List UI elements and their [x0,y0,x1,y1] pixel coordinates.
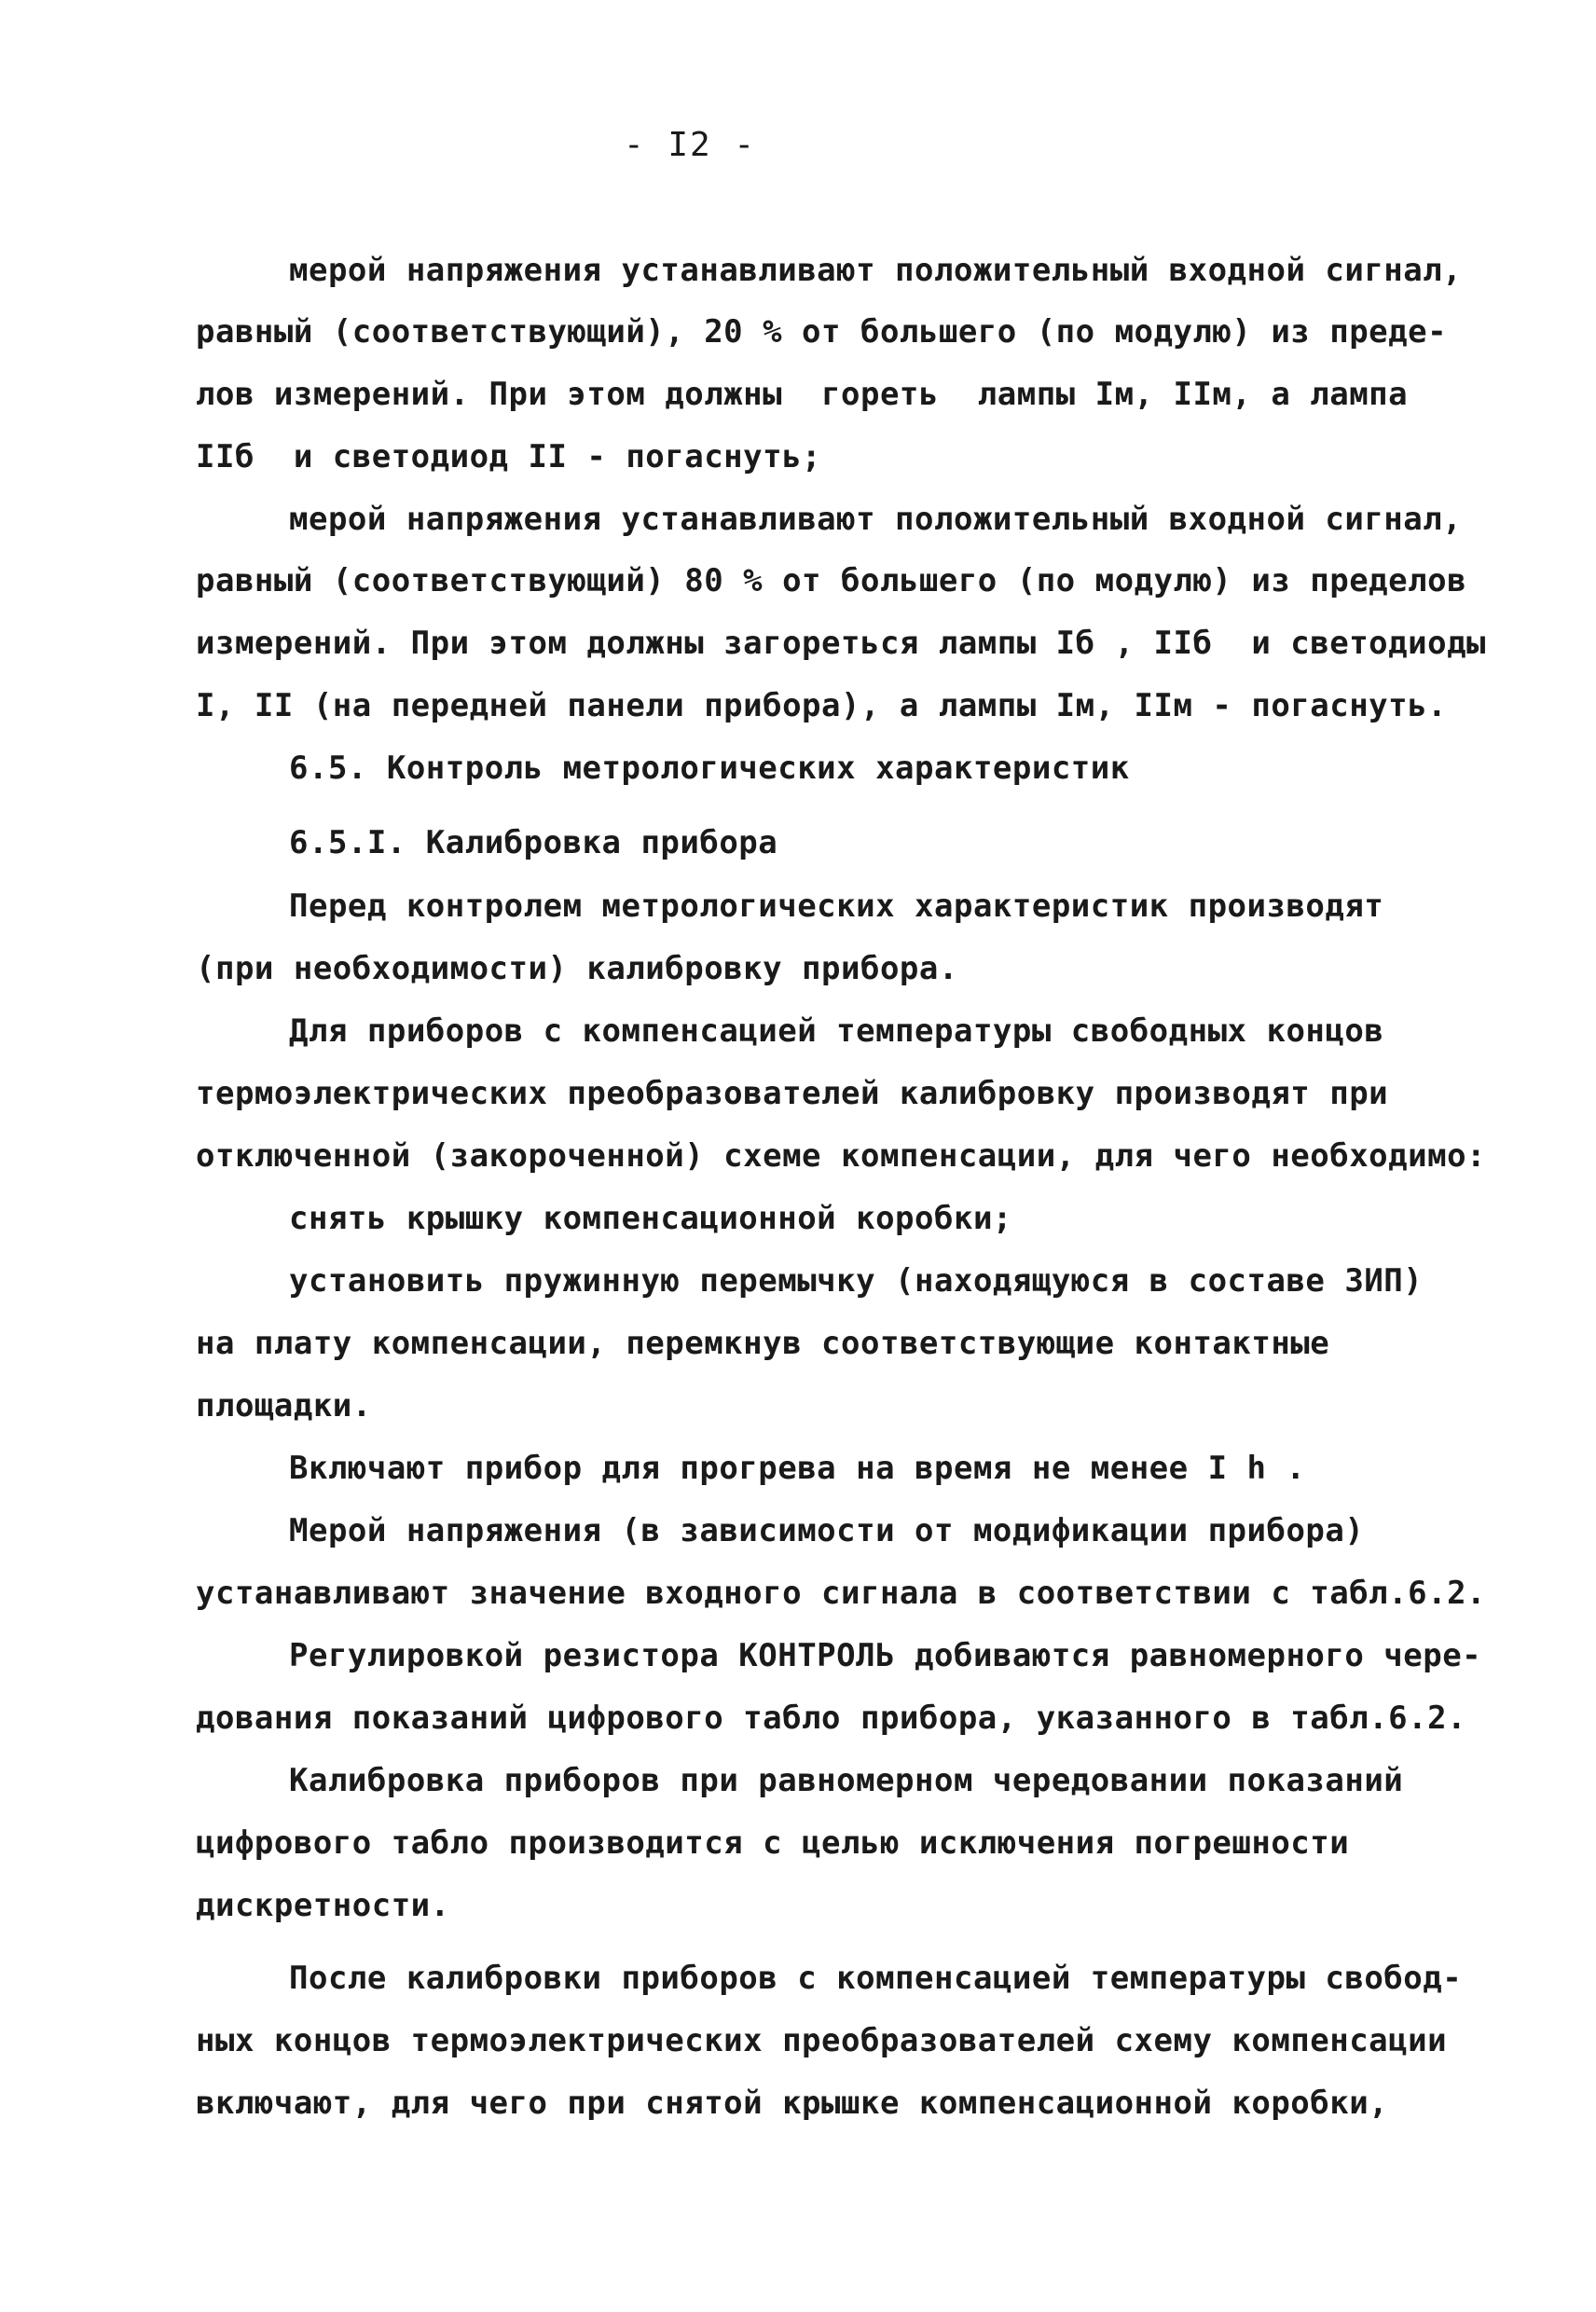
text-line: Регулировкой резистора КОНТРОЛЬ добиваются равномерного чере- [289,1637,1482,1674]
text-line: устанавливают значение входного сигнала в соответствии с табл.6.2. [196,1575,1487,1612]
text-line: установить пружинную перемычку (находящуюся в составе ЗИП) [289,1262,1424,1300]
text-line: ных концов термоэлектрических преобразователей схему компенсации [196,2022,1448,2059]
text-line: Калибровка приборов при равномерном чередовании показаний [289,1762,1404,1799]
text-line: Включают прибор для прогрева на время не менее I h . [289,1450,1306,1487]
text-line: цифрового табло производится с целью исключения погрешности [196,1824,1350,1862]
text-line: дования показаний цифрового табло прибора, указанного в табл.6.2. [196,1700,1467,1737]
text-line: I, II (на передней панели прибора), а лампы Iм, IIм - погаснуть. [196,687,1448,724]
text-line: Для приборов с компенсацией температуры свободных концов [289,1012,1384,1050]
text-line: мерой напряжения устанавливают положительный входной сигнал, [289,501,1463,538]
text-line: IIб и светодиод II - погаснуть; [196,438,822,475]
text-line: измерений. При этом должны загореться лампы Iб , IIб и светодиоды [196,625,1487,662]
text-line: площадки. [196,1387,372,1424]
text-line: равный (соответствующий), 20 % от большего (по модулю) из преде- [196,313,1448,351]
text-line: (при необходимости) калибровку прибора. [196,950,958,987]
text-line: включают, для чего при снятой крышке компенсационной коробки, [196,2085,1389,2122]
section-heading: 6.5. Контроль метрологических характеристик [289,750,1130,787]
text-line: Мерой напряжения (в зависимости от модификации прибора) [289,1512,1365,1549]
subsection-heading: 6.5.I. Калибровка прибора [289,824,778,861]
text-line: мерой напряжения устанавливают положительный входной сигнал, [289,252,1463,289]
text-line: После калибровки приборов с компенсацией температуры свобод- [289,1960,1463,1997]
text-line: Перед контролем метрологических характеристик производят [289,888,1384,925]
text-line: лов измерений. При этом должны гореть лампы Iм, IIм, а лампа [196,376,1409,413]
text-line: дискретности. [196,1887,450,1924]
page-number: - I2 - [623,126,757,164]
text-line: снять крышку компенсационной коробки; [289,1200,1012,1237]
text-line: термоэлектрических преобразователей калибровку производят при [196,1075,1389,1112]
text-line: равный (соответствующий) 80 % от большего (по модулю) из пределов [196,562,1467,599]
text-line: отключенной (закороченной) схеме компенсации, для чего необходимо: [196,1137,1487,1175]
text-line: на плату компенсации, перемкнув соответствующие контактные [196,1325,1330,1362]
